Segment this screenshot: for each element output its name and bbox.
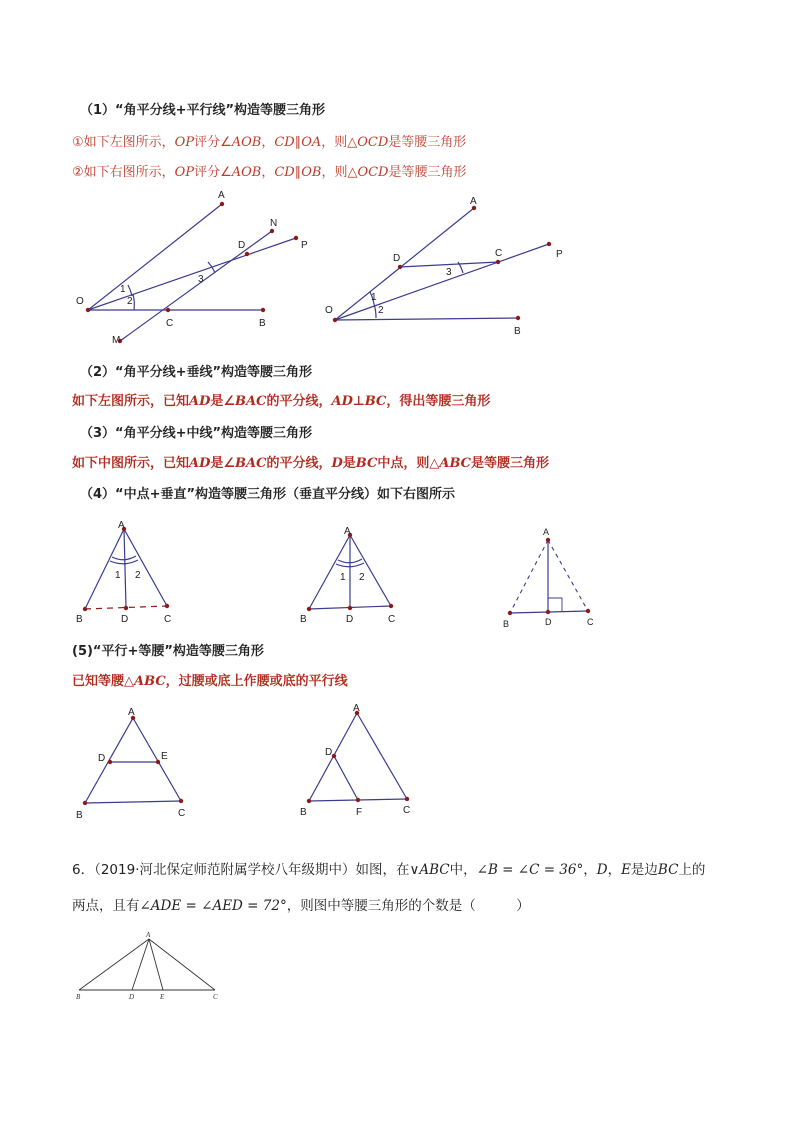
tri2-label: C — [388, 614, 396, 625]
tri1-label: 1 — [115, 570, 121, 581]
fig5a-label: E — [161, 751, 168, 762]
tri1-label: C — [164, 614, 172, 625]
question6-line2: 两点，且有∠ADE = ∠AED = 72°，则图中等腰三角形的个数是（ ） — [72, 898, 530, 914]
q6-label: E — [160, 993, 165, 1001]
fig2-label: A — [470, 196, 477, 207]
tri2-label: B — [300, 614, 307, 625]
fig1-label: 3 — [198, 274, 204, 285]
tri2-label: 2 — [359, 572, 365, 583]
fig2-label: C — [495, 248, 503, 259]
fig1-label: M — [112, 335, 121, 346]
tri1-label: B — [76, 614, 83, 625]
fig2-label: B — [514, 326, 521, 337]
q6-label: A — [146, 931, 151, 939]
tri2-label: D — [346, 614, 354, 625]
tri1-label: D — [121, 614, 129, 625]
tri2-label: 1 — [340, 572, 346, 583]
fig1-label: O — [76, 296, 84, 307]
section2-text: 如下左图所示，已知AD是∠BAC的平分线，AD⊥BC，得出等腰三角形 — [72, 394, 491, 409]
fig2-label: O — [325, 305, 333, 316]
section5-text: 已知等腰△ABC，过腰或底上作腰或底的平行线 — [72, 674, 348, 689]
fig5a-label: A — [128, 707, 135, 718]
ray-op-right — [335, 244, 549, 320]
tri2-label: A — [344, 526, 351, 537]
tri3-label: D — [545, 617, 552, 627]
section2-heading: （2）“角平分线+垂线”构造等腰三角形 — [80, 365, 313, 380]
fig1-label: 2 — [127, 296, 133, 307]
fig1-label: 1 — [120, 284, 126, 295]
fig1-label: C — [166, 318, 174, 329]
line-mn-left — [120, 231, 272, 341]
fig5a-label: C — [178, 808, 186, 819]
fig2-label: D — [393, 253, 401, 264]
ray-oa-left — [88, 204, 222, 310]
fig1-label: N — [270, 218, 278, 229]
fig2-label: 1 — [371, 292, 377, 303]
fig5b-label: F — [356, 807, 363, 818]
fig1-label: B — [259, 318, 266, 329]
tri1-label: A — [118, 520, 125, 531]
fig2-label: 2 — [378, 305, 384, 316]
ray-ob-right — [335, 318, 518, 320]
tri1-label: 2 — [135, 570, 141, 581]
q6-label: C — [213, 993, 218, 1001]
tri3-label: A — [543, 527, 550, 537]
q6-label: B — [76, 993, 81, 1001]
fig1-label: P — [301, 240, 308, 251]
ray-op-left — [88, 238, 296, 310]
q6-label: D — [129, 993, 135, 1001]
fig1-label: D — [238, 240, 246, 251]
section1-line1: ①如下左图所示，OP评分∠AOB，CD∥OA，则△OCD是等腰三角形 — [72, 135, 467, 150]
section1-heading: （1）“角平分线+平行线”构造等腰三角形 — [80, 103, 326, 118]
fig5b-label: C — [403, 805, 411, 816]
section3-heading: （3）“角平分线+中线”构造等腰三角形 — [80, 426, 313, 441]
fig2-label: 3 — [446, 267, 452, 278]
fig5a-label: B — [76, 810, 83, 821]
fig1-label: A — [218, 190, 225, 201]
fig5b-label: D — [325, 747, 333, 758]
fig5b-label: B — [300, 807, 307, 818]
section4-heading: （4）“中点+垂直”构造等腰三角形（垂直平分线）如下右图所示 — [80, 487, 456, 502]
arc-angle1-left — [128, 285, 132, 296]
section1-line2: ②如下右图所示，OP评分∠AOB，CD∥OB，则△OCD是等腰三角形 — [72, 165, 467, 180]
question6-line1: 6．（2019·河北保定师范附属学校八年级期中）如图，在∨ABC中，∠B = ∠C = 36°，D，E是边BC上的 — [72, 862, 706, 878]
fig5a-label: D — [98, 753, 106, 764]
tri3-label: B — [503, 619, 510, 629]
section5-heading: (5)“平行+等腰”构造等腰三角形 — [72, 644, 264, 659]
tri3-label: C — [587, 617, 594, 627]
fig5b-label: A — [353, 703, 360, 714]
arc-angle2-left — [133, 294, 134, 310]
fig2-label: P — [556, 249, 563, 260]
section3-text: 如下中图所示，已知AD是∠BAC的平分线，D是BC中点，则△ABC是等腰三角形 — [72, 456, 550, 471]
